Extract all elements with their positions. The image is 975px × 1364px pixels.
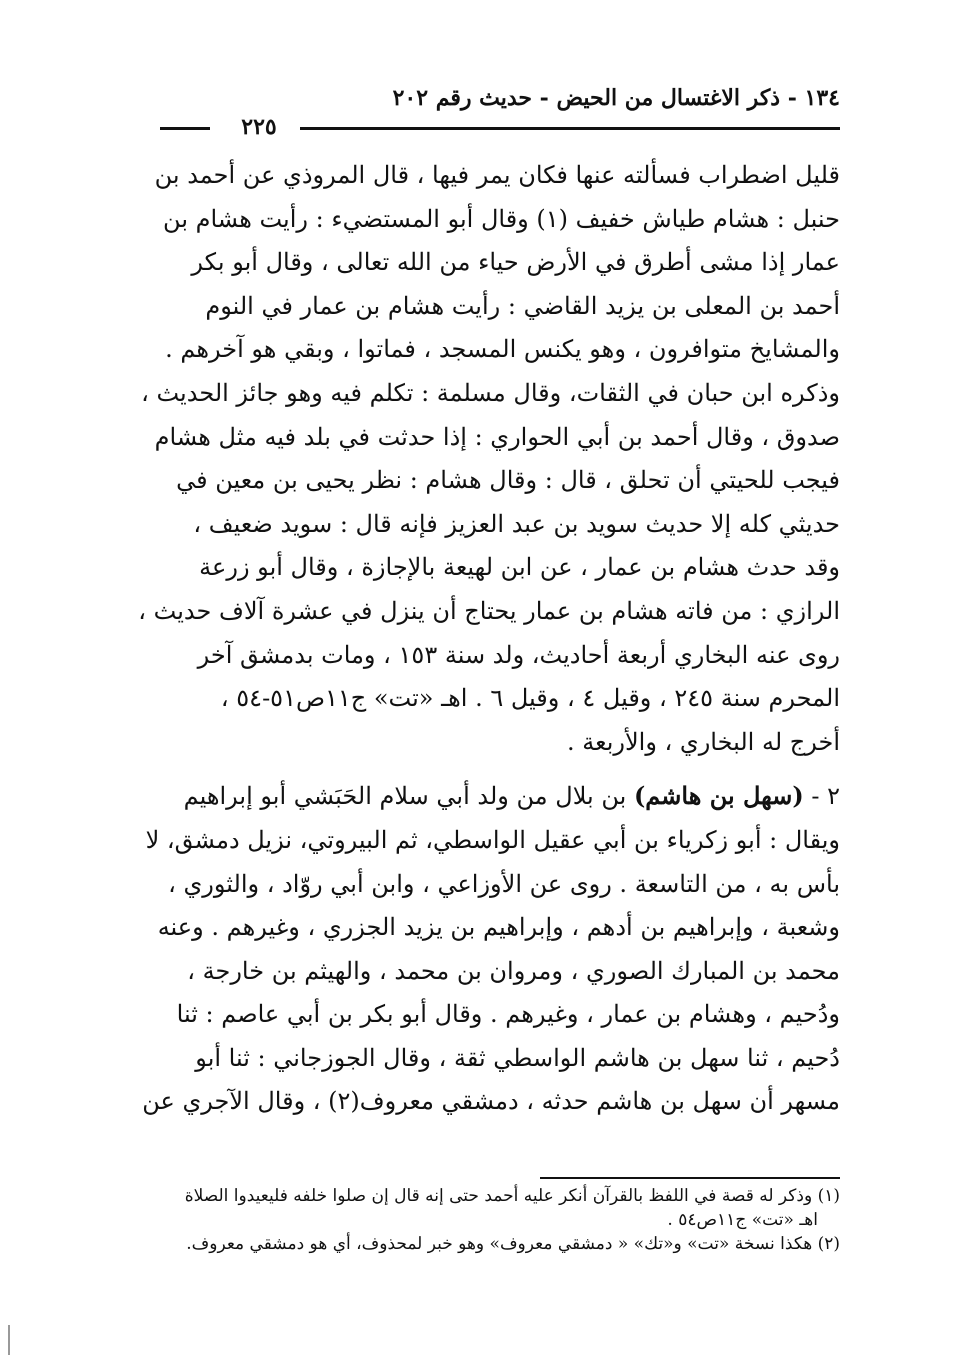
- text-line: أخرج له البخاري ، والأربعة .: [567, 727, 840, 756]
- text-line: أحمد بن المعلى بن يزيد القاضي : رأيت هشام بن عمار في النوم: [205, 291, 840, 320]
- page-number: ٢٢٥: [241, 114, 277, 140]
- text-line: حديثي كله إلا حديث سويد بن عبد العزيز فإنه قال : سويد ضعيف ،: [193, 509, 840, 538]
- text-line: الرازي : من فاته هشام بن عمار يحتاج أن ينزل في عشرة آلاف حديث ،: [138, 596, 840, 625]
- header-rule-right: [300, 127, 840, 130]
- entry-name: (سهل بن هاشم): [633, 781, 804, 811]
- text-line: ويقال : أبو زكرياء بن أبي عقيل الواسطي، ثم البيروتي، نزيل دمشق، لا: [145, 825, 840, 854]
- footnote-separator: [540, 1177, 840, 1179]
- text-line: بأس به ، من التاسعة . روى عن الأوزاعي ، وابن أبي روّاد ، والثوري ،: [168, 869, 840, 898]
- text-line: روى عنه البخاري أربعة أحاديث، ولد سنة ١٥٣ ، ومات بدمشق آخر: [197, 640, 840, 669]
- text-line: عمار إذا مشى أطرق في الأرض حياء من الله تعالى ، وقال أبو بكر: [191, 248, 840, 277]
- header-rule-left: [160, 127, 210, 130]
- scan-binding-mark: [8, 1325, 10, 1355]
- text-line: محمد بن المبارك الصوري ، ومروان بن محمد ، والهيثم بن خارجة ،: [187, 956, 840, 985]
- text-line: وشعبة ، وإبراهيم بن أدهم ، وإبراهيم بن يزيد الجزري ، وغيرهم . وعنه: [157, 913, 840, 942]
- main-text: [128, 154, 840, 1124]
- text-line: وقد حدث هشام بن عمار ، عن ابن لهيعة بالإجازة ، وقال أبو زرعة: [199, 553, 840, 582]
- text-line: والمشايخ متوافرون ، وهو يكنس المسجد ، فماتوا ، وبقي هو آخرهم .: [165, 335, 840, 364]
- text-line: صدوق ، وقال أحمد بن أبي الحواري : إذا حدثت في بلد فيه مثل هشام: [154, 422, 840, 451]
- text-line: فيجب للحيتي أن تحلق ، قال : وقال هشام : نظر يحيى بن معين في: [176, 466, 840, 495]
- footnote-2: [128, 1232, 840, 1256]
- footnote-line: (٢) هكذا نسخة «تت» و«تك» « دمشقي معروف» وهو خبر لمحذوف، أي هو دمشقي معروف.: [186, 1234, 840, 1254]
- entry-first-line-rest: بن بلال من ولد أبي سلام الحَبَشي أبو إبراهيم: [183, 782, 627, 811]
- paragraph-hisham-ibn-ammar: [128, 154, 840, 764]
- text-line: حنبل : هشام طياش خفيف (١) وقال أبو المستضيء : رأيت هشام بن: [163, 204, 840, 233]
- text-line: ودُحيم ، وهشام بن عمار ، وغيرهم . وقال أبو بكر بن أبي عاصم : ثنا: [176, 1000, 840, 1029]
- footnotes: [128, 1184, 840, 1256]
- entry-first-line: [128, 774, 840, 819]
- footnote-line: اهـ «تت» ج١١ص٥٤ .: [667, 1210, 818, 1230]
- footnote-1: [128, 1184, 840, 1232]
- running-header: [160, 82, 840, 152]
- entry-number: ٢ -: [811, 782, 840, 811]
- paragraph-gap: [128, 764, 840, 774]
- header-title: ١٣٤ - ذكر الاغتسال من الحيض - حديث رقم ٢٠٢: [392, 85, 840, 111]
- text-line: دُحيم ، ثنا سهل بن هاشم الواسطي ثقة ، وقال الجوزجاني : ثنا أبو: [195, 1043, 840, 1072]
- text-line: وذكره ابن حبان في الثقات، وقال مسلمة : تكلم فيه وهو جائز الحديث ،: [141, 378, 840, 407]
- text-line: قليل اضطراب فسألته عنها فكان يمر فيها ، قال المروذي عن أحمد بن: [154, 161, 840, 189]
- text-line: المحرم سنة ٢٤٥ ، وقيل ٤ ، وقيل ٦ . اهـ «تت» ج١١ص٥١-٥٤ ،: [220, 684, 840, 713]
- footnote-line: (١) وذكر له قصة في اللفظ بالقرآن أنكر عليه أحمد حتى إنه قال إن صلوا خلفه فليعيدوا الصلاة: [184, 1186, 840, 1206]
- paragraph-sahl-ibn-hashim: [128, 774, 840, 1124]
- text-line: مسهر أن سهل بن هاشم حدثه ، دمشقي معروف(٢) ، وقال الآجري عن: [142, 1087, 840, 1116]
